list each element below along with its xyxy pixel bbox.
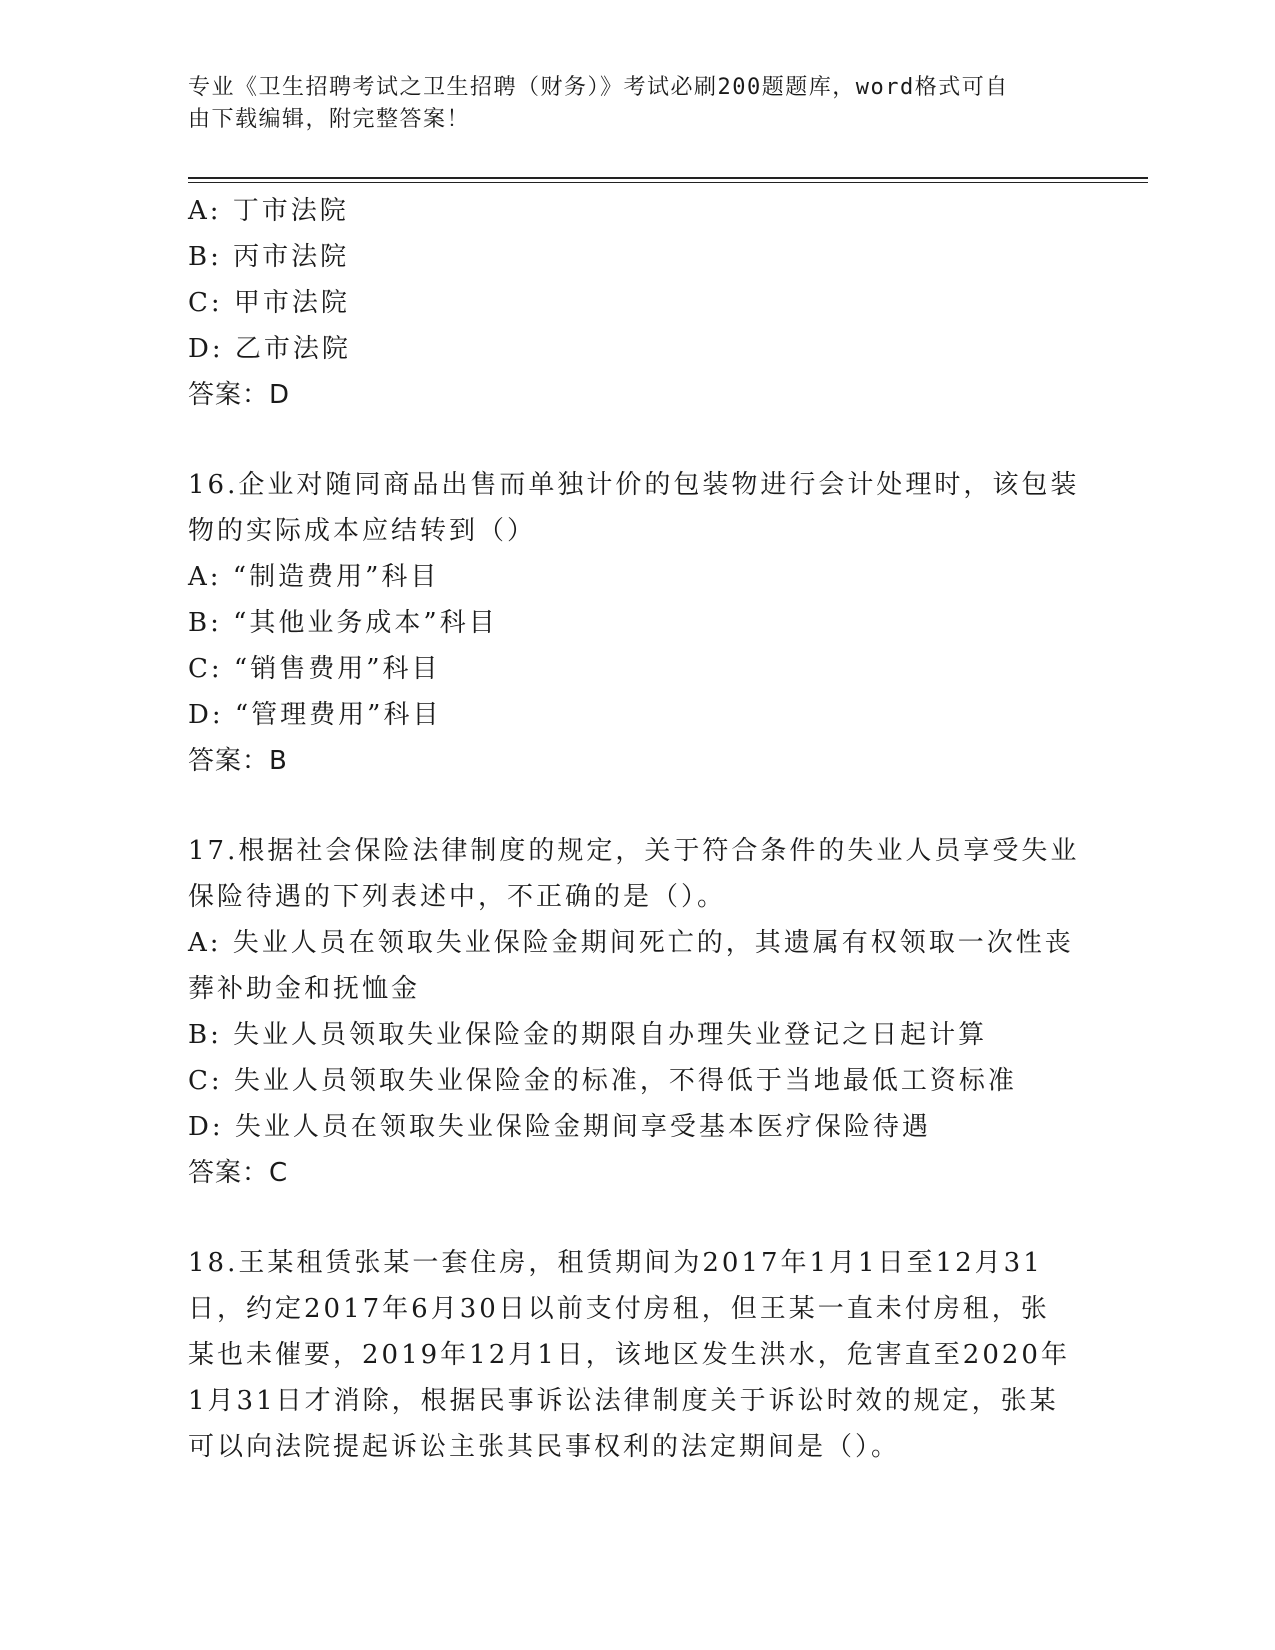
option-a-continued: 葬补助金和抚恤金 — [188, 974, 421, 1004]
page-header — [188, 72, 1068, 136]
header-rule-thick — [188, 177, 1148, 179]
option-c: C: “销售费用”科目 — [188, 654, 441, 684]
question-stem-line: 某也未催要，2019年12月1日，该地区发生洪水，危害直至2020年 — [188, 1340, 1070, 1370]
question-stem-line: 保险待遇的下列表述中，不正确的是（）。 — [188, 882, 727, 912]
option-b: B: “其他业务成本”科目 — [188, 608, 498, 638]
option-a: A: 失业人员在领取失业保险金期间死亡的，其遗属有权领取一次性丧 — [188, 928, 1074, 958]
header-line-1: 专业《卫生招聘考试之卫生招聘（财务）》考试必刷200题题库，word格式可自 — [188, 75, 1009, 100]
option-d: D: “管理费用”科目 — [188, 700, 442, 730]
option-c: C: 失业人员领取失业保险金的标准，不得低于当地最低工资标准 — [188, 1066, 1017, 1096]
answer: 答案：B — [188, 746, 288, 776]
question-stem-line: 18.王某租赁张某一套住房，租赁期间为2017年1月1日至12月31 — [188, 1248, 1043, 1278]
option-d: D: 乙市法院 — [188, 334, 351, 364]
question-stem-line: 日，约定2017年6月30日以前支付房租，但王某一直未付房租，张 — [188, 1294, 1050, 1324]
answer: 答案：D — [188, 380, 291, 410]
header-rule-thin — [188, 182, 1148, 183]
document-content — [188, 188, 1080, 1470]
option-a: A: 丁市法院 — [188, 196, 349, 226]
option-c: C: 甲市法院 — [188, 288, 350, 318]
question-stem-line: 物的实际成本应结转到（） — [188, 516, 537, 546]
option-d: D: 失业人员在领取失业保险金期间享受基本医疗保险待遇 — [188, 1112, 931, 1142]
question-stem-line: 1月31日才消除，根据民事诉讼法律制度关于诉讼时效的规定，张某 — [188, 1386, 1059, 1416]
question-stem-line: 16.企业对随同商品出售而单独计价的包装物进行会计处理时，该包装 — [188, 470, 1080, 500]
option-a: A: “制造费用”科目 — [188, 562, 440, 592]
question-stem-line: 可以向法院提起诉讼主张其民事权利的法定期间是（）。 — [188, 1432, 901, 1462]
question-15 — [188, 188, 1068, 418]
question-17 — [188, 828, 1080, 1196]
question-stem-line: 17.根据社会保险法律制度的规定，关于符合条件的失业人员享受失业 — [188, 836, 1080, 866]
option-b: B: 失业人员领取失业保险金的期限自办理失业登记之日起计算 — [188, 1020, 988, 1050]
question-16 — [188, 462, 1080, 784]
header-line-2: 由下载编辑，附完整答案！ — [188, 107, 471, 132]
answer: 答案：C — [188, 1158, 289, 1188]
question-18 — [188, 1240, 1068, 1470]
option-b: B: 丙市法院 — [188, 242, 350, 272]
